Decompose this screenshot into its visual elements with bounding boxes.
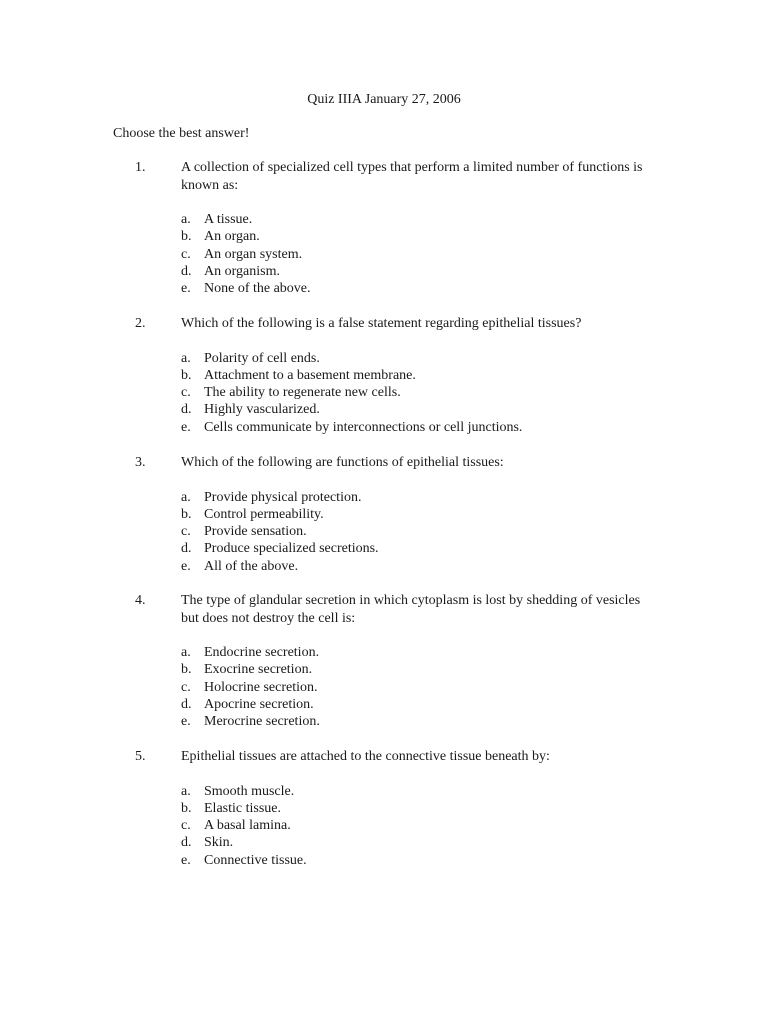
- option-text: Polarity of cell ends.: [204, 350, 320, 366]
- option-letter: a.: [181, 489, 191, 505]
- option-text: Elastic tissue.: [204, 800, 281, 816]
- option-letter: d.: [181, 835, 192, 851]
- option-text: A tissue.: [204, 212, 253, 227]
- option-c: [181, 384, 653, 401]
- option-text: Cells communicate by interconnections or cell junctions.: [204, 419, 523, 435]
- option-d: [181, 540, 653, 557]
- options-list: [181, 783, 653, 869]
- option-text: Connective tissue.: [204, 852, 307, 868]
- option-text: An organ.: [204, 229, 260, 245]
- option-letter: c.: [181, 818, 191, 834]
- option-d: [181, 834, 653, 851]
- option-c: [181, 246, 653, 263]
- option-d: [181, 696, 653, 713]
- option-text: Apocrine secretion.: [204, 696, 314, 712]
- question-number: 1.: [135, 160, 146, 175]
- option-a: [181, 350, 653, 367]
- options-list: [181, 211, 653, 297]
- option-text: Smooth muscle.: [204, 783, 295, 799]
- option-text: All of the above.: [204, 558, 299, 574]
- option-e: [181, 419, 653, 436]
- option-letter: b.: [181, 662, 192, 678]
- option-letter: d.: [181, 696, 192, 712]
- option-e: [181, 558, 653, 575]
- option-letter: c.: [181, 246, 191, 262]
- option-text: Produce specialized secretions.: [204, 541, 379, 557]
- option-b: [181, 661, 653, 678]
- option-text: Control permeability.: [204, 506, 324, 522]
- option-d: [181, 401, 653, 418]
- option-letter: d.: [181, 541, 192, 557]
- option-text: Exocrine secretion.: [204, 662, 313, 678]
- option-text: Skin.: [204, 835, 234, 851]
- instructions: Choose the best answer!: [113, 126, 250, 141]
- option-letter: b.: [181, 800, 192, 816]
- option-letter: e.: [181, 558, 191, 574]
- option-e: [181, 852, 653, 869]
- options-list: [181, 644, 653, 730]
- option-e: [181, 280, 653, 297]
- option-d: [181, 263, 653, 280]
- option-letter: a.: [181, 212, 191, 227]
- option-letter: b.: [181, 229, 192, 245]
- question-number: 4.: [135, 593, 146, 608]
- option-b: [181, 367, 653, 384]
- option-letter: e.: [181, 852, 191, 868]
- question-text: The type of glandular secretion in which cytoplasm is lost by shedding of vesicles but does not destroy the cell is:: [181, 593, 641, 626]
- option-a: [181, 211, 653, 228]
- options-list: [181, 350, 653, 436]
- option-letter: c.: [181, 385, 191, 401]
- question-text: A collection of specialized cell types that perform a limited number of functions is known as:: [181, 160, 643, 193]
- option-letter: d.: [181, 263, 192, 279]
- option-text: None of the above.: [204, 281, 311, 297]
- option-letter: e.: [181, 281, 191, 297]
- option-text: An organ system.: [204, 246, 303, 262]
- question-5: [113, 748, 653, 869]
- options-list: [181, 489, 653, 575]
- option-text: Provide physical protection.: [204, 489, 362, 505]
- option-c: [181, 679, 653, 696]
- question-text: Which of the following is a false statement regarding epithelial tissues?: [181, 316, 582, 331]
- question-2: [113, 315, 653, 436]
- option-letter: c.: [181, 679, 191, 695]
- option-text: Merocrine secretion.: [204, 714, 320, 730]
- question-number: 5.: [135, 749, 146, 764]
- option-letter: a.: [181, 645, 191, 660]
- option-c: [181, 817, 653, 834]
- option-letter: b.: [181, 506, 192, 522]
- question-number: 3.: [135, 455, 146, 470]
- option-letter: a.: [181, 350, 191, 366]
- option-a: [181, 644, 653, 661]
- option-text: Holocrine secretion.: [204, 679, 318, 695]
- question-1: [113, 159, 653, 297]
- option-text: Provide sensation.: [204, 524, 307, 540]
- option-b: [181, 228, 653, 245]
- option-b: [181, 506, 653, 523]
- option-letter: a.: [181, 783, 191, 799]
- option-text: Endocrine secretion.: [204, 645, 320, 660]
- question-text: Which of the following are functions of epithelial tissues:: [181, 455, 504, 470]
- option-text: Attachment to a basement membrane.: [204, 367, 416, 383]
- option-letter: e.: [181, 419, 191, 435]
- option-letter: c.: [181, 524, 191, 540]
- question-number: 2.: [135, 316, 146, 331]
- option-text: An organism.: [204, 263, 280, 279]
- question-4: [113, 592, 653, 730]
- option-letter: e.: [181, 714, 191, 730]
- option-e: [181, 713, 653, 730]
- option-c: [181, 523, 653, 540]
- page-title: Quiz IIIA January 27, 2006: [307, 92, 461, 107]
- question-text: Epithelial tissues are attached to the connective tissue beneath by:: [181, 749, 550, 764]
- option-text: Highly vascularized.: [204, 402, 320, 418]
- question-3: [113, 454, 653, 575]
- option-a: [181, 783, 653, 800]
- option-text: The ability to regenerate new cells.: [204, 385, 401, 401]
- option-a: [181, 489, 653, 506]
- option-letter: d.: [181, 402, 192, 418]
- option-b: [181, 800, 653, 817]
- option-letter: b.: [181, 367, 192, 383]
- option-text: A basal lamina.: [204, 818, 291, 834]
